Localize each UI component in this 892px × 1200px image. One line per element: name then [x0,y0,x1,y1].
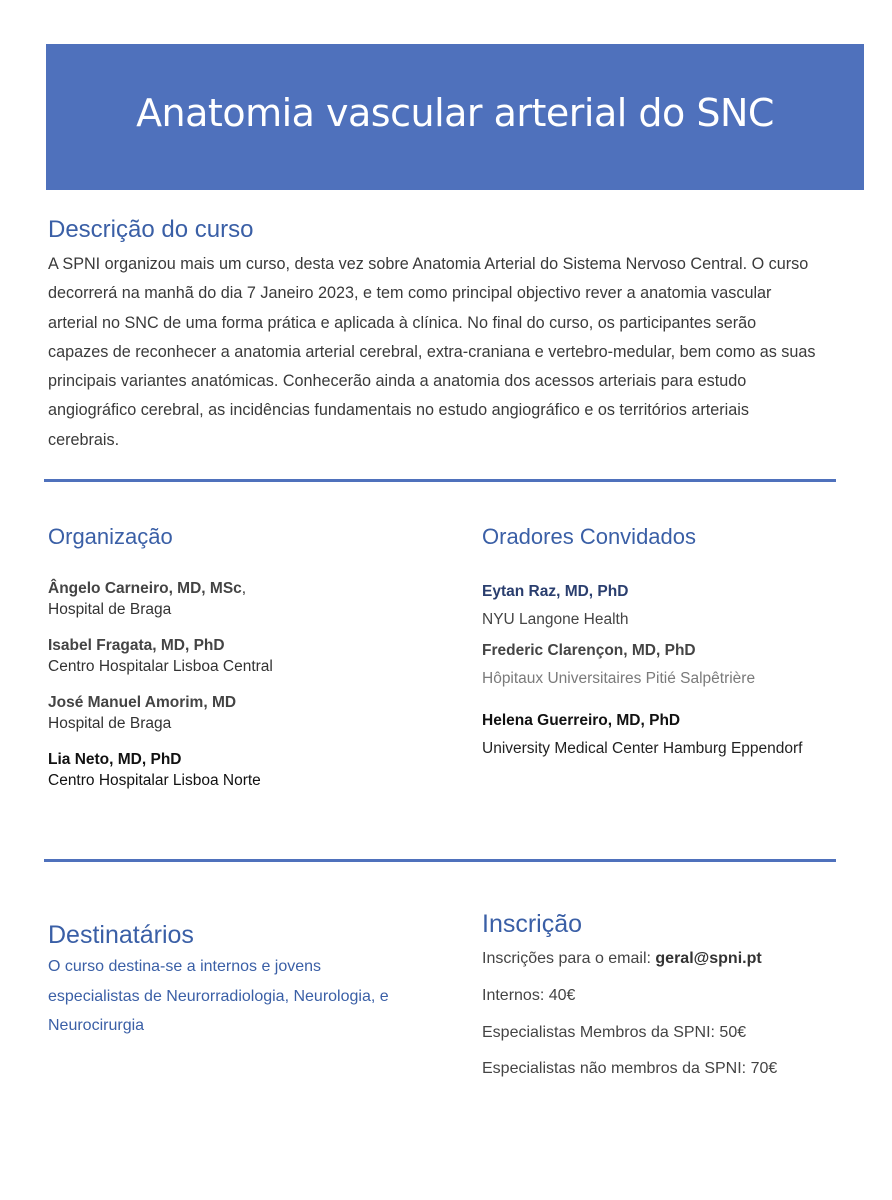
organizer-name: Lia Neto, MD, PhD [48,751,182,768]
description-line: A SPNI organizou mais um curso, desta vez sobre Anatomia Arterial do Sistema Nervoso Central. O curso [48,255,809,273]
organization-heading: Organização [48,524,173,549]
price-item: Internos: 40€ [482,987,576,1004]
description-text [48,250,868,455]
description-line: arterial no SNC de uma forma prática e aplicada à clínica. No final do curso, os participantes serão [48,313,757,332]
organizer-institution: Hospital de Braga [48,601,172,618]
organizer-name-suffix: , [241,580,247,597]
registration-email-line [482,950,762,968]
organizer-entry [48,749,261,791]
audience-line: O curso destina-se a internos e jovens [48,958,322,975]
description-line: cerebrais. [48,430,120,449]
registration-email-label: Inscrições para o email: [482,950,656,967]
speaker-name: Eytan Raz, MD, PhD [482,583,629,600]
organizer-institution: Centro Hospitalar Lisboa Central [48,658,273,675]
speakers-heading: Oradores Convidados [482,524,697,549]
organizer-institution: Hospital de Braga [48,715,172,732]
organizer-name: Ângelo Carneiro, MD, MSc [48,580,242,597]
speaker-entry [482,578,629,634]
organizer-entry [48,578,246,620]
divider [44,479,836,482]
organizer-entry [48,692,236,734]
speaker-institution: NYU Langone Health [482,611,629,628]
description-line: capazes de reconhecer a anatomia arterial cerebral, extra-craniana e vertebro-medular, bem como as suas [48,342,816,361]
title-banner [46,44,864,190]
registration-email-link[interactable]: geral@spni.pt [655,950,762,967]
speaker-institution: Hôpitaux Universitaires Pitié Salpêtrière [482,670,756,687]
registration-heading: Inscrição [482,910,583,938]
organizer-name: José Manuel Amorim, MD [48,694,237,711]
audience-text [48,952,448,1041]
audience-line: especialistas de Neurorradiologia, Neurologia, e [48,987,389,1005]
organizer-institution: Centro Hospitalar Lisboa Norte [48,772,261,789]
organizer-entry [48,635,273,677]
description-heading: Descrição do curso [48,216,254,243]
page-title: Anatomia vascular arterial do SNC [136,91,774,135]
audience-line: Neurocirurgia [48,1017,145,1034]
speaker-name: Helena Guerreiro, MD, PhD [482,712,681,729]
speaker-institution: University Medical Center Hamburg Eppendorf [482,740,803,757]
price-item: Especialistas Membros da SPNI: 50€ [482,1024,747,1041]
price-item: Especialistas não membros da SPNI: 70€ [482,1060,778,1077]
speaker-entry [482,707,802,763]
description-line: decorrerá na manhã do dia 7 Janeiro 2023, e tem como principal objectivo rever a anatomia vascular [48,284,772,303]
description-line: angiográfico cerebral, as incidências fundamentais no estudo angiográfico e os territórios arteriais [48,401,749,420]
description-line: principais variantes anatómicas. Conhecerão ainda a anatomia dos acessos arteriais para estudo [48,372,747,391]
divider [44,859,836,862]
audience-heading: Destinatários [48,921,194,949]
speaker-entry [482,637,755,693]
speaker-name: Frederic Clarençon, MD, PhD [482,642,696,659]
organizer-name: Isabel Fragata, MD, PhD [48,637,225,654]
